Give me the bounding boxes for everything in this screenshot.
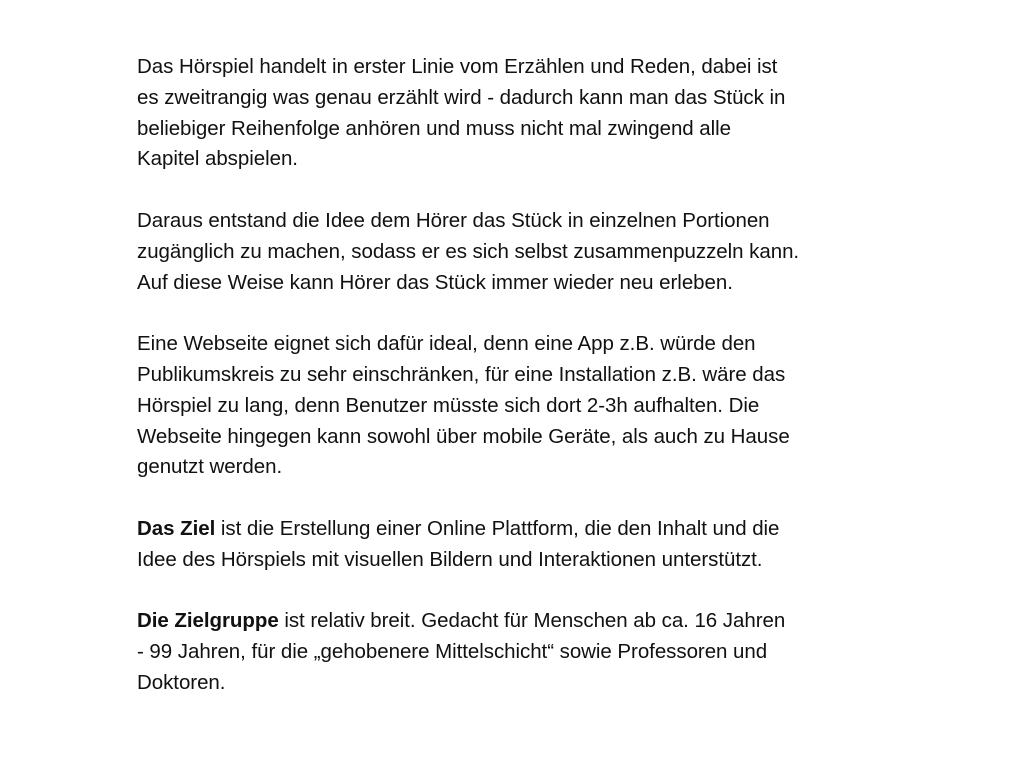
paragraph-website: [137, 329, 897, 483]
paragraph-goal: [137, 514, 897, 576]
text-line: Idee des Hörspiels mit visuellen Bildern und Interaktionen unterstützt.: [137, 547, 763, 571]
text-line: zugänglich zu machen, sodass er es sich selbst zusammenpuzzeln kann.: [137, 239, 800, 263]
target-group-heading: Die Zielgruppe: [137, 609, 279, 633]
target-group-lead-text: ist relativ breit. Gedacht für Menschen ab ca. 16 Jahren: [278, 609, 786, 633]
text-line: Das Hörspiel handelt in erster Linie vom Erzählen und Reden, dabei ist: [137, 55, 778, 78]
text-line: Auf diese Weise kann Hörer das Stück immer wieder neu erleben.: [137, 270, 733, 294]
paragraph-idea: [137, 206, 897, 298]
text-line: Publikumskreis zu sehr einschränken, für eine Installation z.B. wäre das: [137, 362, 786, 386]
text-line: Webseite hingegen kann sowohl über mobile Geräte, als auch zu Hause: [137, 424, 790, 448]
text-line: es zweitrangig was genau erzählt wird - dadurch kann man das Stück in: [137, 85, 786, 109]
text-line: [137, 606, 897, 637]
text-line: Hörspiel zu lang, denn Benutzer müsste sich dort 2-3h aufhalten. Die: [137, 393, 760, 417]
text-line: beliebiger Reihenfolge anhören und muss nicht mal zwingend alle: [137, 116, 732, 140]
goal-heading: Das Ziel: [137, 516, 216, 540]
document-body: [137, 52, 897, 730]
text-line: genutzt werden.: [137, 455, 283, 479]
text-line: [137, 514, 897, 545]
paragraph-target-group: [137, 606, 897, 698]
goal-lead-text: ist die Erstellung einer Online Plattform, die den Inhalt und die: [215, 516, 780, 540]
text-line: Kapitel abspielen.: [137, 147, 298, 171]
paragraph-intro: [137, 52, 897, 175]
text-line: Eine Webseite eignet sich dafür ideal, denn eine App z.B. würde den: [137, 332, 756, 356]
text-line: Doktoren.: [137, 670, 226, 694]
text-line: - 99 Jahren, für die „gehobenere Mittelschicht“ sowie Professoren und: [137, 640, 768, 664]
text-line: Daraus entstand die Idee dem Hörer das Stück in einzelnen Portionen: [137, 208, 770, 232]
